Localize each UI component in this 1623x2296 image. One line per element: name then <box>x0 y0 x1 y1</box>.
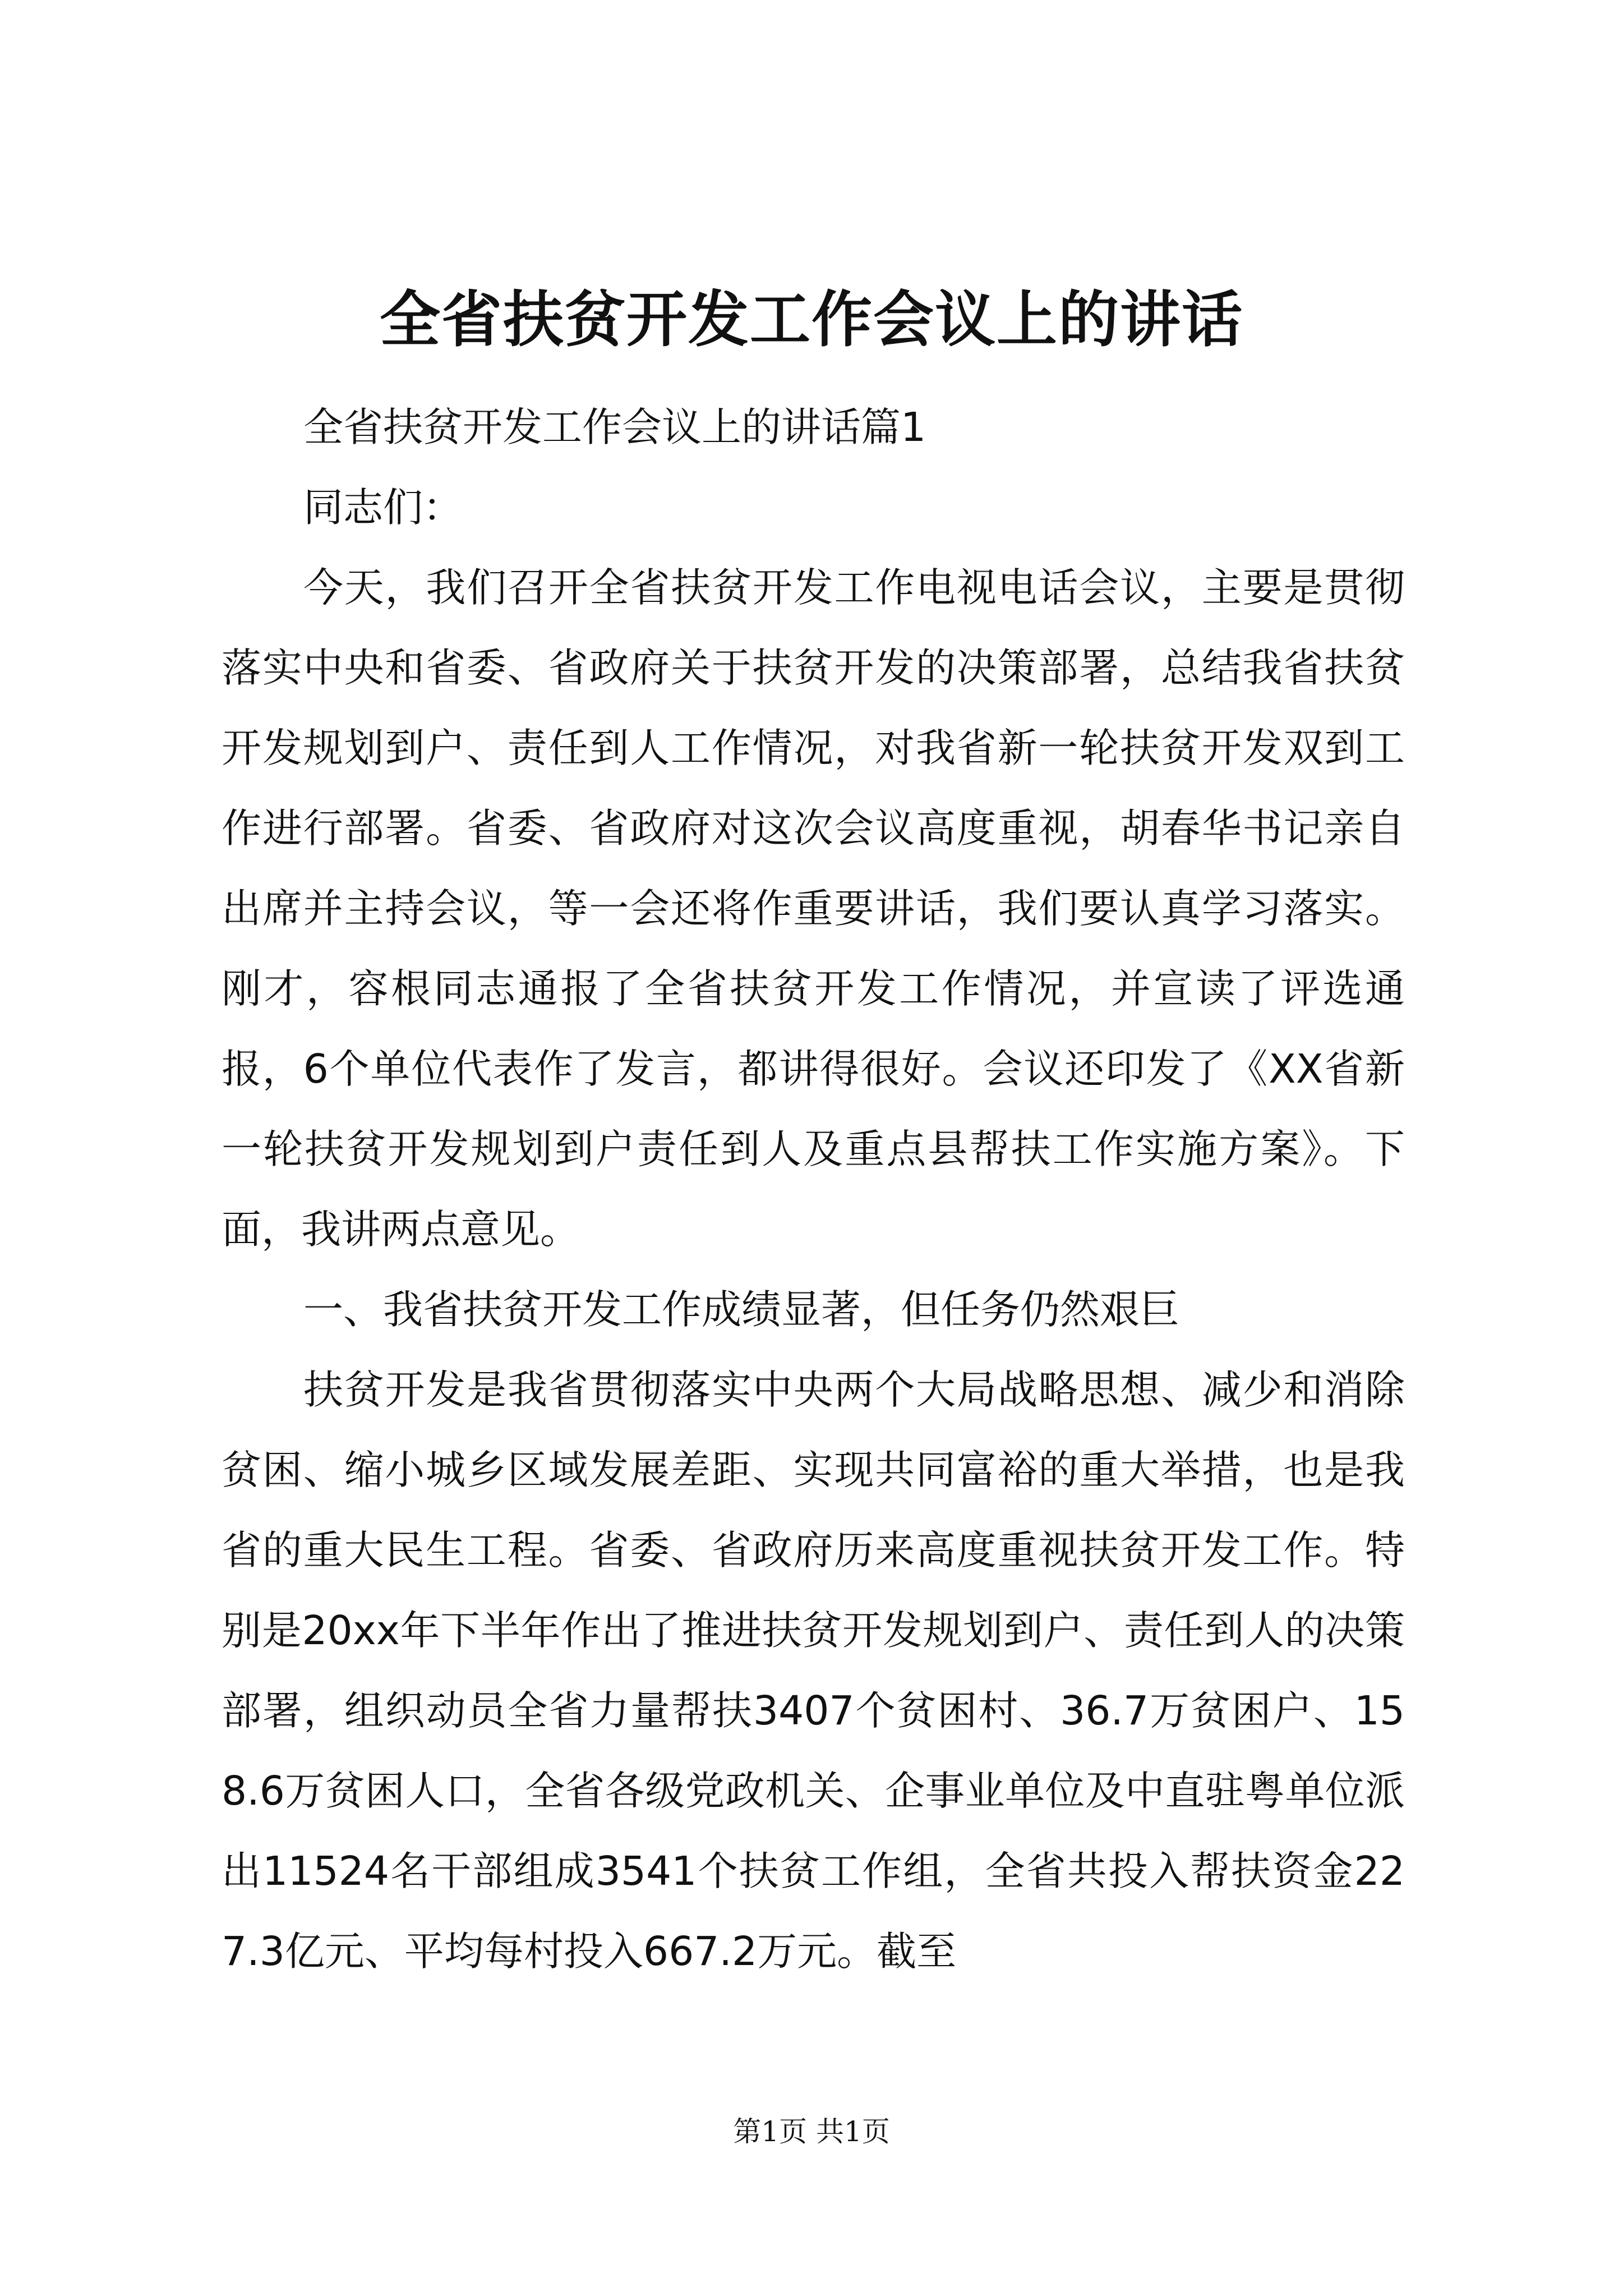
salutation: 同志们： <box>303 484 463 531</box>
section-heading: 全省扶贫开发工作会议上的讲话篇1 <box>303 404 926 450</box>
section-heading: 一、我省扶贫开发工作成绩显著，但任务仍然艰巨 <box>303 1286 1180 1333</box>
page-number: 第1页 共1页 <box>733 2115 890 2148</box>
body-paragraph: 今天，我们召开全省扶贫开发工作电视电话会议，主要是贯彻落实中央和省委、省政府关于扶贫开发的决策部署，总结我省扶贫开发规划到户、责任到人工作情况，对我省新一轮扶贫开发双到工作进行部署。省委、省政府对这次会议高度重视，胡春华书记亲自出席并主持会议，等一会还将作重要讲话，我们要认真学习落实。刚才，容根同志通报了全省扶贫开发工作情况，并宣读了评选通报，6个单位代表作了发言，都讲得很好。会议还印发了《XX省新一轮扶贫开发规划到户责任到人及重点县帮扶工作实施方案》。下面，我讲两点意见。 <box>222 564 1405 1253</box>
document-body <box>222 387 1405 1991</box>
body-paragraph: 扶贫开发是我省贯彻落实中央两个大局战略思想、减少和消除贫困、缩小城乡区域发展差距、实现共同富裕的重大举措，也是我省的重大民生工程。省委、省政府历来高度重视扶贫开发工作。特别是20xx年下半年作出了推进扶贫开发规划到户、责任到人的决策部署，组织动员全省力量帮扶3407个贫困村、36.7万贫困户、158.6万贫困人口，全省各级党政机关、企事业单位及中直驻粤单位派出11524名干部组成3541个扶贫工作组，全省共投入帮扶资金227.3亿元、平均每村投入667.2万元。截至 <box>222 1366 1405 1975</box>
document-title: 全省扶贫开发工作会议上的讲话 <box>379 284 1243 355</box>
